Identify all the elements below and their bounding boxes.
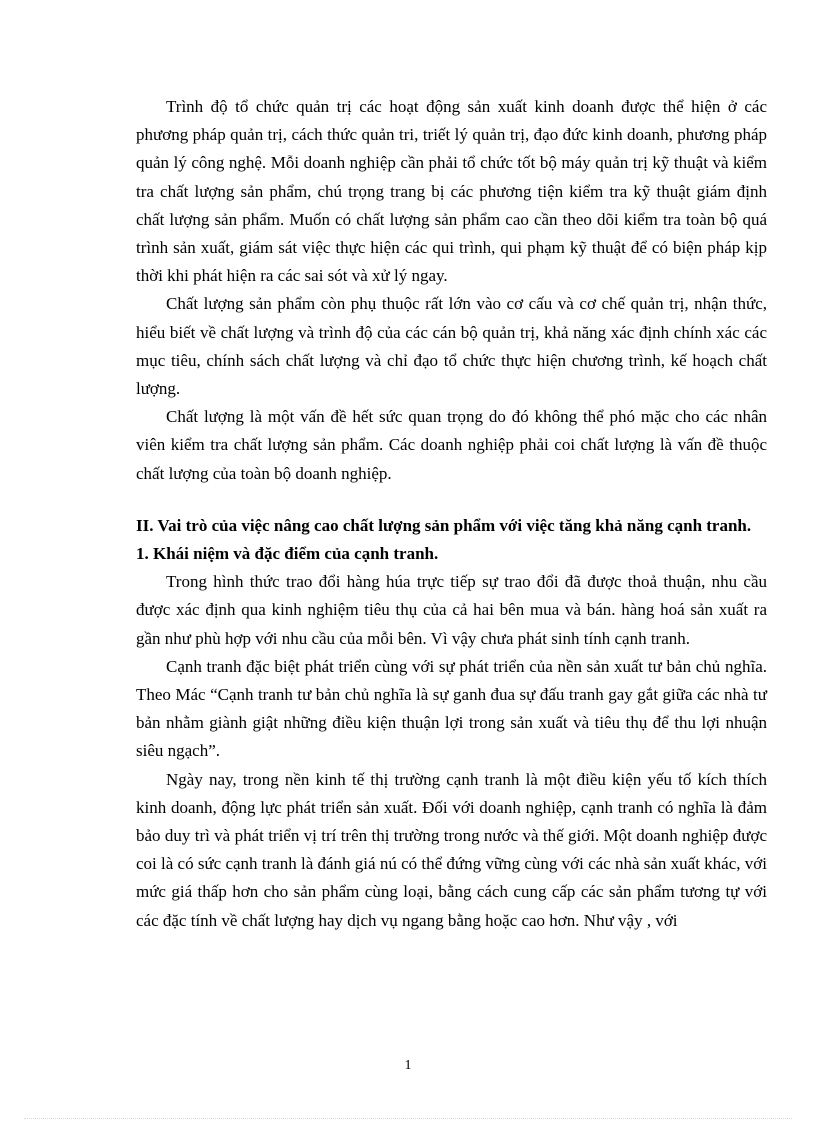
section-spacer [136, 488, 767, 512]
subsection-heading: 1. Khái niệm và đặc điểm của cạnh tranh. [136, 544, 439, 564]
paragraph-market-economy: Ngày nay, trong nền kinh tế thị trường cạnh tranh là một điều kiện yếu tố kích thích kinh doanh, động lực phát triển sản xuất. Đối với doanh nghiệp, cạnh tranh có nghĩa là đảm bảo duy trì và phát triển vị trí trên thị trường trong nước và thế giới. Một doanh nghiệp được coi là có sức cạnh tranh là đánh giá nú có thể đứng vững cùng với các nhà sản xuất khác, với mức giá thấp hơn cho sản phẩm cùng loại, bằng cách cung cấp các sản phẩm tương tự với các đặc tính về chất lượng hay dịch vụ ngang bằng hoặc cao hơn. Như vậy , với [136, 769, 767, 930]
section-heading: II. Vai trò của việc nâng cao chất lượng sản phẩm với việc tăng khả năng cạnh tranh. [136, 515, 752, 535]
page-bottom-edge [24, 1118, 792, 1119]
paragraph-direct-exchange: Trong hình thức trao đổi hàng húa trực tiếp sự trao đổi đã được thoả thuận, nhu cầu được xác định qua kinh nghiệm tiêu thụ của cả hai bên mua và bán. hàng hoá sản xuất ra gần như phù hợp với nhu cầu của mỗi bên. Vì vậy chưa phát sinh tính cạnh tranh. [136, 572, 767, 648]
paragraph-quality-importance: Chất lượng là một vấn đề hết sức quan trọng do đó không thể phó mặc cho các nhân viên kiểm tra chất lượng sản phẩm. Các doanh nghiệp phải coi chất lượng là vấn đề thuộc chất lượng của toàn bộ doanh nghiệp. [136, 407, 767, 483]
page-body [136, 93, 767, 935]
page-number: 1 [404, 1058, 412, 1073]
paragraph-management-level: Trình độ tổ chức quản trị các hoạt động sản xuất kinh doanh được thể hiện ở các phương pháp quản trị, cách thức quản tri, triết lý quản trị, đạo đức kinh doanh, phương pháp quản lý công nghệ. Mỗi doanh nghiệp cần phải tổ chức tốt bộ máy quản trị kỹ thuật và kiểm tra chất lượng sản phẩm, chú trọng trang bị các phương tiện kiểm tra kỹ thuật giám định chất lượng sản phẩm. Muốn có chất lượng sản phẩm cao cần theo dõi kiểm tra toàn bộ quá trình sản xuất, giám sát việc thực hiện các qui trình, qui phạm kỹ thuật để có biện pháp kịp thời khi phát hiện ra các sai sót và xử lý ngay. [136, 97, 767, 286]
paragraph-quality-dependence: Chất lượng sản phẩm còn phụ thuộc rất lớn vào cơ cấu và cơ chế quản trị, nhận thức, hiểu biết về chất lượng và trình độ của các cán bộ quản trị, khả năng xác định chính xác các mục tiêu, chính sách chất lượng và chỉ đạo tổ chức thực hiện chương trình, kế hoạch chất lượng. [136, 294, 767, 399]
paragraph-capitalist-competition: Cạnh tranh đặc biệt phát triển cùng với sự phát triển của nền sản xuất tư bản chủ nghĩa. Theo Mác “Cạnh tranh tư bản chủ nghĩa là sự ganh đua sự đấu tranh gay gắt giữa các nhà tư bản nhằm giành giật những điều kiện thuận lợi trong sản xuất và tiêu thụ để thu lợi nhuận siêu ngạch”. [136, 656, 767, 761]
